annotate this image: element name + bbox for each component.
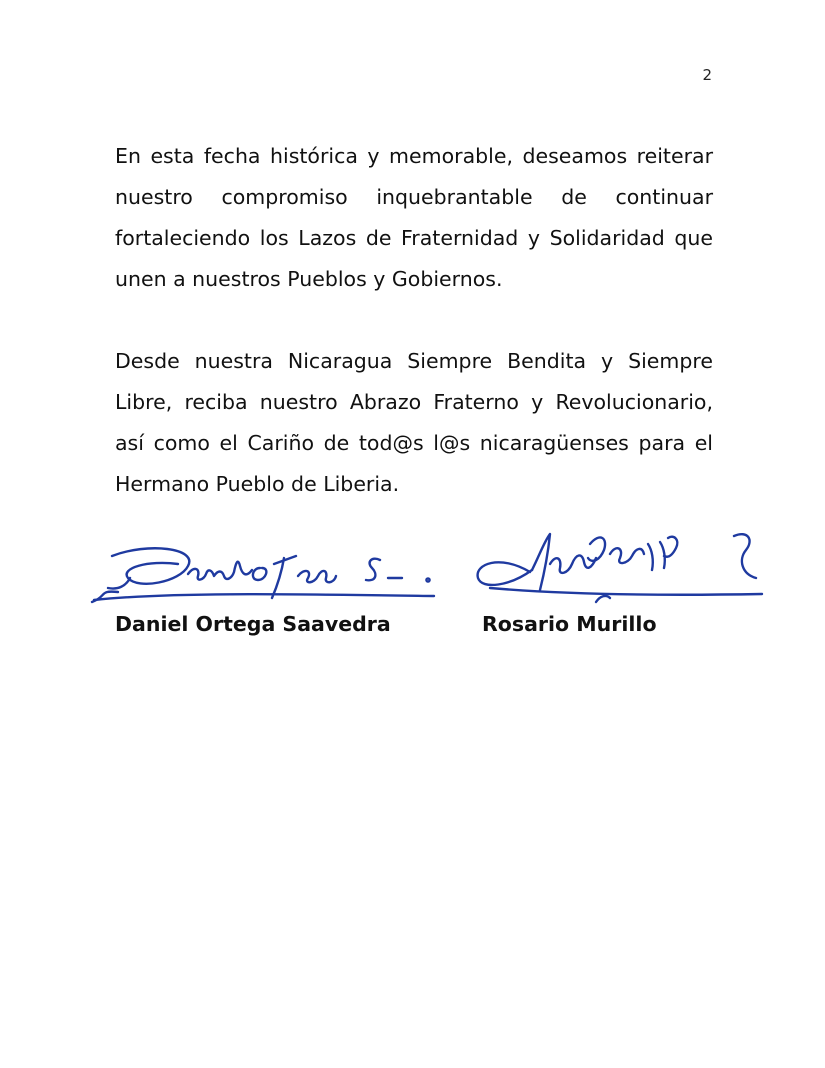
signature-daniel-ortega	[88, 538, 440, 610]
page-number: 2	[702, 66, 712, 84]
paragraph-2: Desde nuestra Nicaragua Siempre Bendita y Siempre Libre, reciba nuestro Abrazo Fraterno y Revolucionario, así como el Cariño de tod@s l@s nicaragüenses para el Hermano Pueblo de Liberia.	[115, 349, 713, 496]
signature-rosario-murillo	[470, 524, 765, 624]
signatory-name-rosario: Rosario Murillo	[482, 612, 657, 636]
paragraph-1: En esta fecha histórica y memorable, deseamos reiterar nuestro compromiso inquebrantable de continuar fortaleciendo los Lazos de Fraternidad y Solidaridad que unen a nuestros Pueblos y Gobiernos.	[115, 144, 713, 291]
letter-body	[115, 136, 713, 546]
signatory-name-daniel: Daniel Ortega Saavedra	[115, 612, 391, 636]
